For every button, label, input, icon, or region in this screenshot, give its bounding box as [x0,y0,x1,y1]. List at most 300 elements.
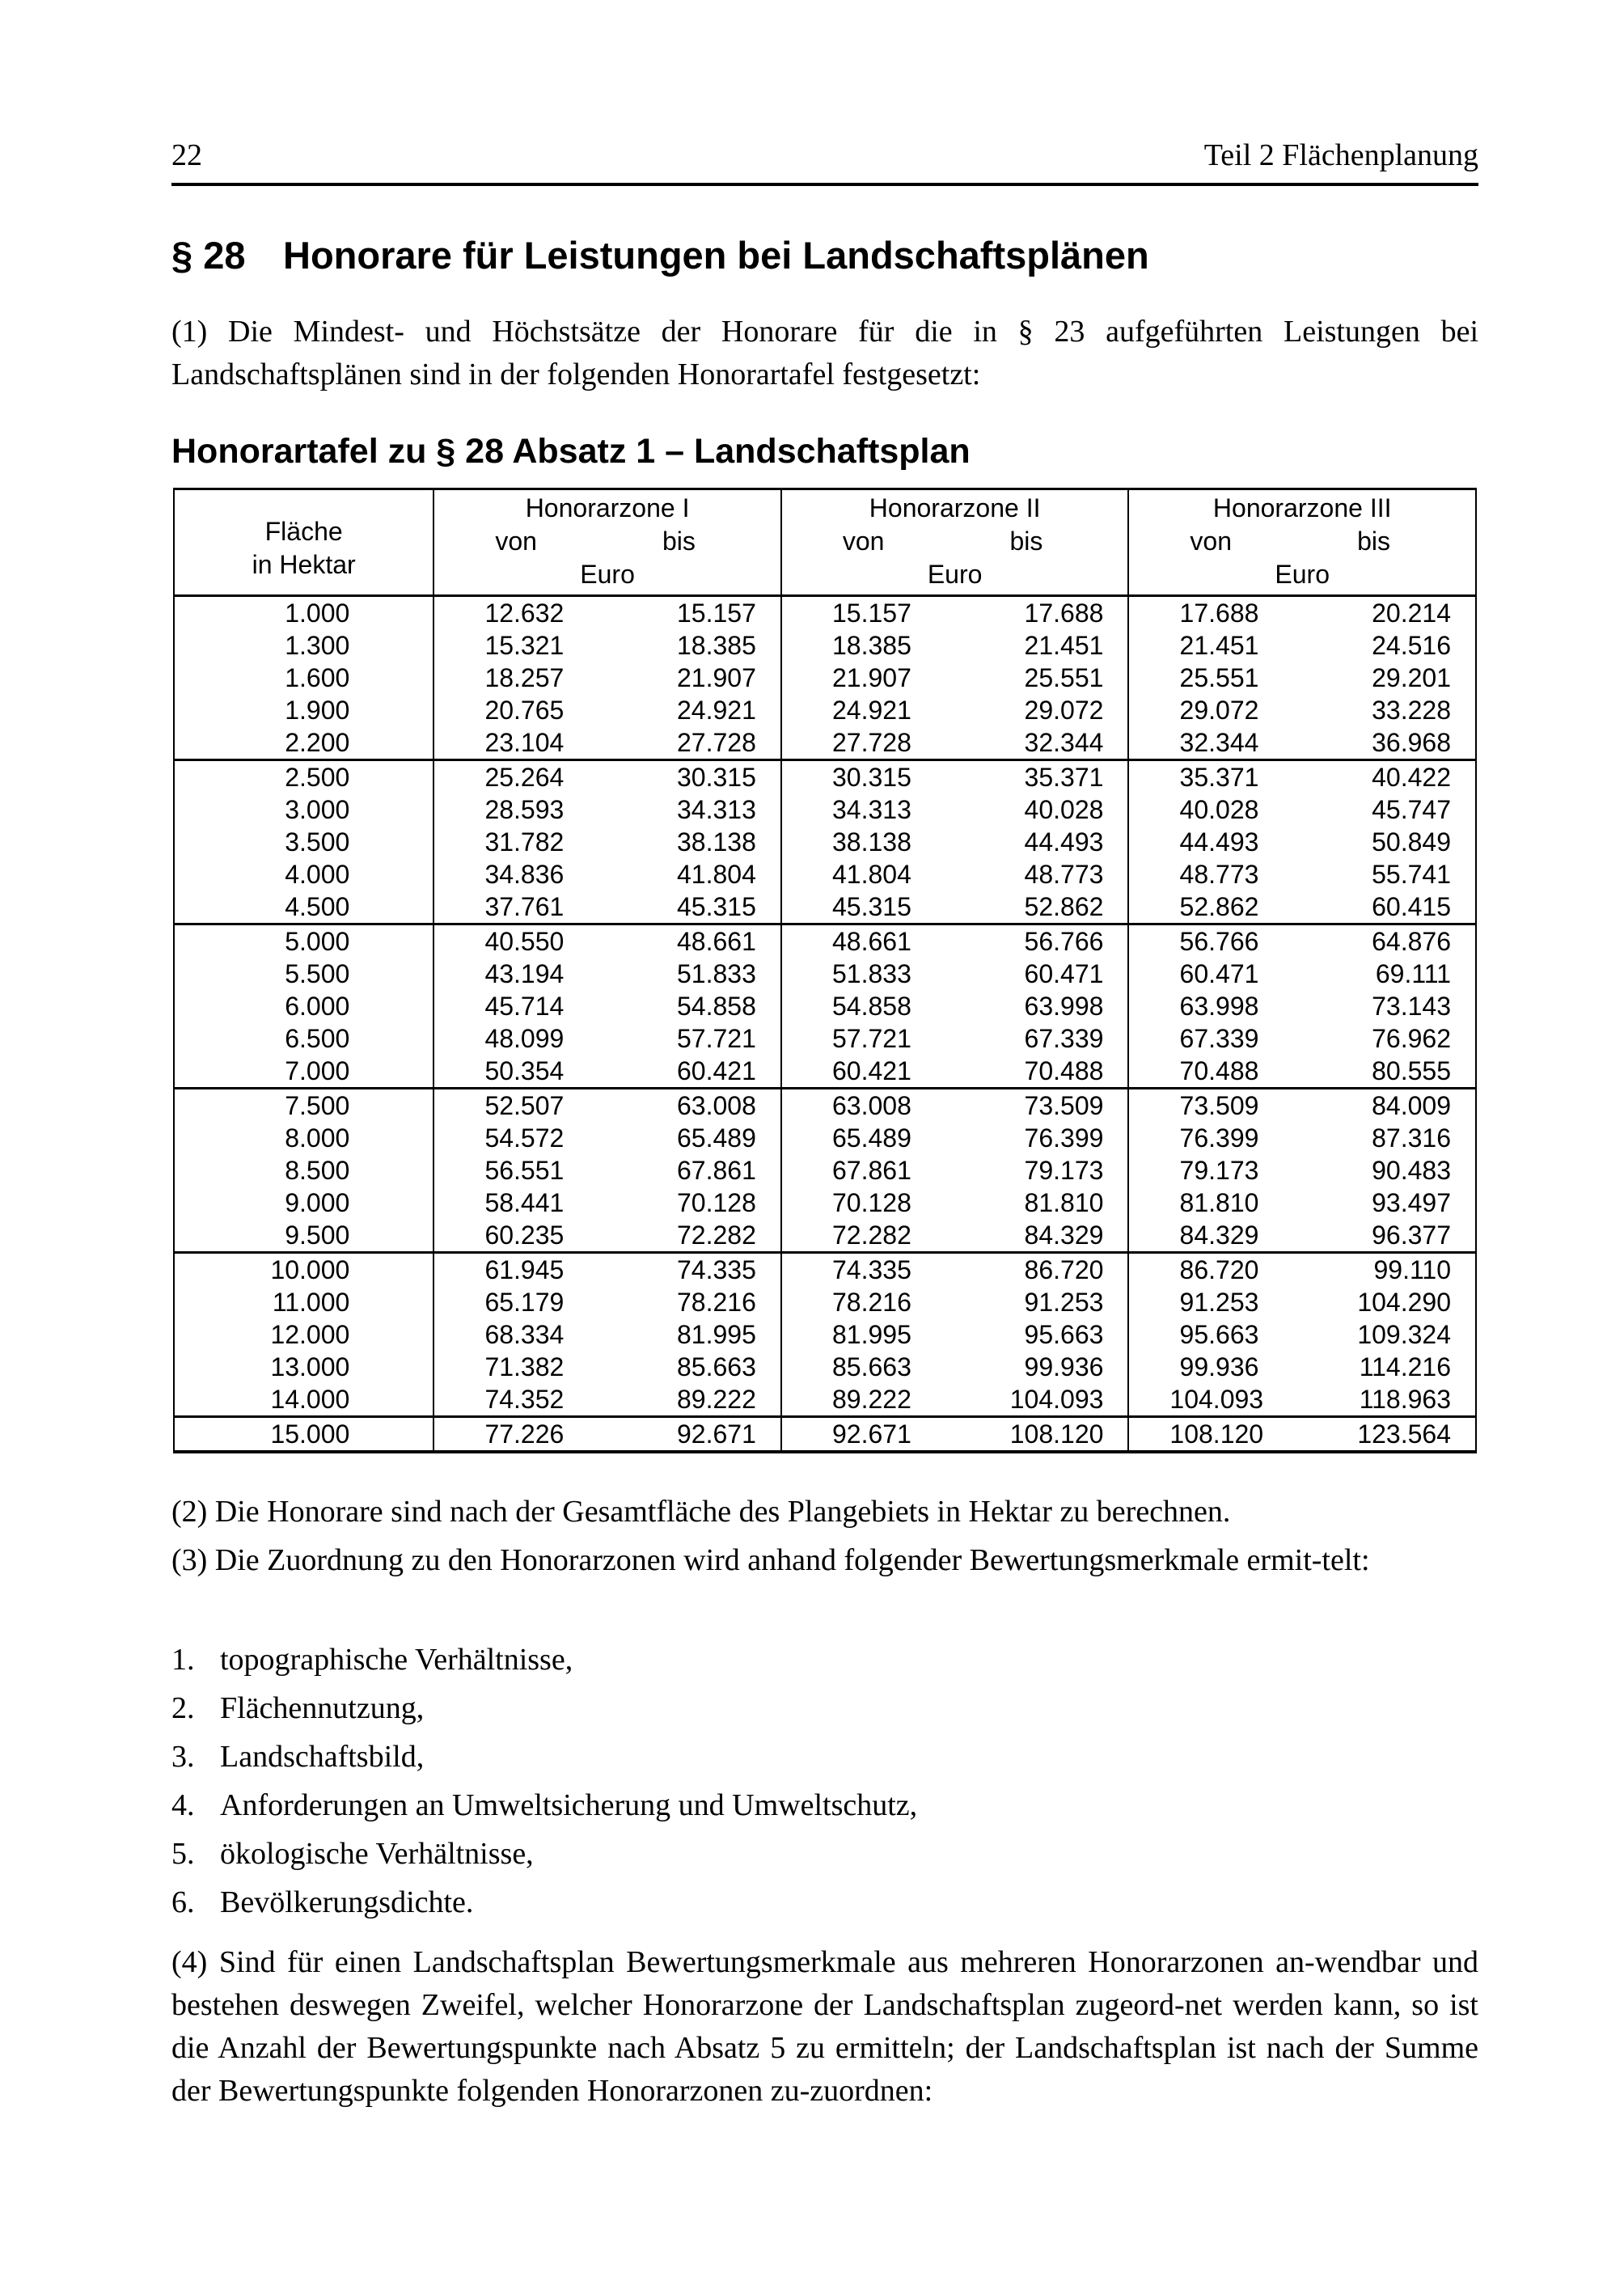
table-row [174,990,1476,1022]
table-row [174,793,1476,826]
fee-from: 21.451 [1179,631,1259,660]
fee-to: 33.228 [1372,696,1451,725]
zone-2-cell [781,760,1129,794]
fee-to: 34.313 [676,795,756,824]
zone-1-cell [433,1351,781,1383]
zone-1-cell [433,1219,781,1253]
zone-2-cell [781,1154,1129,1187]
fee-to: 84.009 [1372,1091,1451,1120]
fee-from: 17.688 [1179,599,1259,628]
fee-to: 54.858 [676,992,756,1021]
fee-from: 61.945 [484,1255,565,1284]
area-cell: 5.000 [174,924,433,958]
fee-from: 54.572 [484,1123,565,1153]
fee-from: 12.632 [484,599,565,628]
zone-3-cell [1128,1055,1476,1089]
zone-1-cell [433,1253,781,1287]
fee-to: 25.551 [1024,663,1104,692]
zone-3-cell [1128,1154,1476,1187]
zone-3-cell [1128,793,1476,826]
fee-from: 18.257 [484,663,565,692]
paragraph-3: (3) Die Zuordnung zu den Honorarzonen wird anhand folgender Bewertungsmerkmale ermit-telt: [171,1543,1370,1577]
table-row [174,1154,1476,1187]
zone-2-cell [781,1055,1129,1089]
fee-from: 15.321 [484,631,565,660]
list-item: 3. Landschaftsbild, [171,1740,425,1774]
fee-to: 21.451 [1024,631,1104,660]
fee-to: 87.316 [1372,1123,1451,1153]
fee-to: 48.661 [676,927,756,956]
zone-3-cell [1128,1122,1476,1154]
fee-from: 52.862 [1179,892,1259,921]
table-row [174,1122,1476,1154]
area-cell: 6.500 [174,1022,433,1055]
area-cell: 13.000 [174,1351,433,1383]
fee-from: 40.028 [1179,795,1259,824]
fee-from: 65.179 [484,1288,565,1317]
to-label: bis [662,527,696,556]
area-cell: 9.500 [174,1219,433,1253]
fee-from: 21.907 [831,663,911,692]
fee-to: 78.216 [676,1288,756,1317]
fee-from: 31.782 [484,827,565,857]
zone-2-cell [781,629,1129,662]
zone-2-cell [781,958,1129,990]
table-row [174,1318,1476,1351]
table-header-row [174,489,1476,596]
criteria-list [171,1635,917,1927]
fee-to: 73.509 [1024,1091,1104,1120]
fee-from: 56.551 [484,1156,565,1185]
zone-name: Honorarzone II [869,493,1041,522]
fee-from: 23.104 [484,728,565,757]
zone-3-cell [1128,1318,1476,1351]
fee-from: 56.766 [1179,927,1259,956]
fee-to: 96.377 [1372,1221,1451,1250]
fee-from: 48.099 [484,1024,565,1053]
fee-to: 44.493 [1024,827,1104,857]
zone-1-cell [433,1187,781,1219]
fee-from: 20.765 [484,696,565,725]
table-row [174,1417,1476,1453]
fee-from: 77.226 [484,1419,565,1449]
fee-to: 84.329 [1024,1221,1104,1250]
zone-1-cell [433,1089,781,1123]
fee-from: 95.663 [1179,1320,1259,1349]
zone-2-cell [781,662,1129,694]
fee-from: 73.509 [1179,1091,1259,1120]
zone-1-cell [433,1286,781,1318]
fee-to: 67.861 [676,1156,756,1185]
area-cell: 11.000 [174,1286,433,1318]
fee-from: 45.315 [831,892,911,921]
unit-label: Euro [1275,560,1330,589]
fee-to: 74.335 [676,1255,756,1284]
fee-to: 72.282 [676,1221,756,1250]
zone-1-cell [433,1154,781,1187]
fee-to: 36.968 [1372,728,1451,757]
list-item: 4. Anforderungen an Umweltsicherung und Umweltschutz, [171,1788,918,1822]
fee-table [173,488,1477,1453]
fee-to: 85.663 [676,1352,756,1381]
zone-2-cell [781,1253,1129,1287]
fee-from: 74.352 [484,1385,565,1414]
zone-3-cell [1128,990,1476,1022]
from-label: von [842,527,885,556]
table-row [174,694,1476,726]
table-row [174,1022,1476,1055]
area-header-line2: in Hektar [252,549,356,579]
zone-1-cell [433,891,781,924]
zone-2-cell [781,1089,1129,1123]
zone-3-cell [1128,1219,1476,1253]
zone-3-cell [1128,1187,1476,1219]
fee-from: 108.120 [1169,1419,1264,1449]
table-row [174,958,1476,990]
area-cell: 1.000 [174,596,433,630]
fee-to: 21.907 [676,663,756,692]
fee-from: 70.488 [1179,1056,1259,1085]
fee-to: 114.216 [1359,1352,1451,1381]
fee-from: 41.804 [831,860,911,889]
from-label: von [1190,527,1232,556]
fee-to: 99.936 [1024,1352,1104,1381]
zone-2-cell [781,726,1129,760]
from-label: von [495,527,537,556]
section-number: § 28 [171,234,246,277]
area-cell: 6.000 [174,990,433,1022]
fee-to: 81.810 [1024,1188,1104,1217]
zone-3-cell [1128,826,1476,858]
fee-from: 86.720 [1179,1255,1259,1284]
fee-from: 68.334 [484,1320,565,1349]
fee-to: 15.157 [676,599,756,628]
zone-1-cell [433,1122,781,1154]
fee-from: 76.399 [1179,1123,1259,1153]
table-row [174,629,1476,662]
running-header [171,136,1478,186]
zone-1-header [433,489,781,596]
zone-name: Honorarzone III [1212,493,1392,522]
fee-to: 57.721 [676,1024,756,1053]
fee-to: 50.849 [1372,827,1451,857]
area-cell: 7.500 [174,1089,433,1123]
table-row [174,826,1476,858]
zone-3-header [1128,489,1476,596]
fee-from: 81.810 [1179,1188,1259,1217]
fee-to: 30.315 [676,763,756,792]
fee-to: 27.728 [676,728,756,757]
zone-2-cell [781,1219,1129,1253]
zone-3-cell [1128,662,1476,694]
zone-1-cell [433,858,781,891]
fee-to: 76.399 [1024,1123,1104,1153]
table-row [174,891,1476,924]
zone-2-cell [781,891,1129,924]
zone-2-cell [781,858,1129,891]
zone-2-cell [781,596,1129,630]
zone-3-cell [1128,958,1476,990]
zone-1-cell [433,1055,781,1089]
area-cell: 14.000 [174,1383,433,1417]
zone-2-cell [781,1318,1129,1351]
fee-from: 65.489 [831,1123,911,1153]
area-cell: 8.500 [174,1154,433,1187]
zone-2-header [781,489,1129,596]
fee-from: 74.335 [831,1255,911,1284]
fee-from: 37.761 [484,892,565,921]
fee-to: 64.876 [1372,927,1451,956]
page-number: 22 [171,138,202,172]
fee-from: 32.344 [1179,728,1259,757]
paragraph-2: (2) Die Honorare sind nach der Gesamtfläche des Plangebiets in Hektar zu berechnen. [171,1495,1231,1529]
zone-3-cell [1128,1417,1476,1453]
fee-to: 70.128 [676,1188,756,1217]
zone-2-cell [781,793,1129,826]
fee-to: 109.324 [1357,1320,1451,1349]
list-item: 6. Bevölkerungsdichte. [171,1885,474,1919]
fee-to: 24.516 [1372,631,1451,660]
fee-to: 95.663 [1024,1320,1104,1349]
table-row [174,1089,1476,1123]
fee-to: 79.173 [1024,1156,1104,1185]
fee-from: 60.471 [1179,959,1259,988]
table-row [174,596,1476,630]
zone-2-cell [781,694,1129,726]
to-label: bis [1357,527,1390,556]
fee-to: 80.555 [1372,1056,1451,1085]
paragraph-1: (1) Die Mindest- und Höchstsätze der Honorare für die in § 23 aufgeführten Leistungen bei Landschaftsplänen sind in der folgenden Honorartafel festgesetzt: [171,315,1478,391]
fee-from: 71.382 [484,1352,565,1381]
fee-from: 104.093 [1169,1385,1264,1414]
fee-from: 34.313 [831,795,911,824]
table-row [174,924,1476,958]
area-header-line1: Fläche [264,516,343,546]
zone-2-cell [781,826,1129,858]
zone-3-cell [1128,694,1476,726]
zone-1-cell [433,629,781,662]
fee-to: 93.497 [1372,1188,1451,1217]
zone-3-cell [1128,760,1476,794]
area-cell: 1.300 [174,629,433,662]
area-cell: 15.000 [174,1417,433,1453]
fee-to: 69.111 [1375,959,1451,988]
fee-to: 108.120 [1009,1419,1104,1449]
fee-to: 63.008 [676,1091,756,1120]
zone-2-cell [781,1187,1129,1219]
area-cell: 2.500 [174,760,433,794]
fee-from: 57.721 [831,1024,911,1053]
fee-to: 123.564 [1357,1419,1451,1449]
list-item: 5. ökologische Verhältnisse, [171,1837,534,1871]
fee-to: 32.344 [1024,728,1104,757]
zone-name: Honorarzone I [525,493,690,522]
fee-from: 44.493 [1179,827,1259,857]
fee-to: 86.720 [1024,1255,1104,1284]
zone-1-cell [433,1022,781,1055]
area-cell: 1.900 [174,694,433,726]
table-row [174,1351,1476,1383]
fee-to: 29.072 [1024,696,1104,725]
fee-to: 91.253 [1024,1288,1104,1317]
fee-to: 20.214 [1372,599,1451,628]
zone-3-cell [1128,1022,1476,1055]
fee-to: 60.421 [676,1056,756,1085]
fee-to: 60.415 [1372,892,1451,921]
zone-3-cell [1128,1286,1476,1318]
fee-from: 92.671 [831,1419,911,1449]
area-cell: 9.000 [174,1187,433,1219]
fee-to: 73.143 [1372,992,1451,1021]
zone-2-cell [781,1122,1129,1154]
fee-from: 25.264 [484,763,565,792]
fee-to: 104.093 [1009,1385,1104,1414]
list-item: 2. Flächennutzung, [171,1691,425,1725]
zone-1-cell [433,826,781,858]
fee-from: 43.194 [484,959,565,988]
table-row [174,1187,1476,1219]
fee-to: 70.488 [1024,1056,1104,1085]
fee-from: 34.836 [484,860,565,889]
fee-to: 45.315 [676,892,756,921]
fee-to: 40.028 [1024,795,1104,824]
zone-3-cell [1128,1383,1476,1417]
unit-label: Euro [927,560,983,589]
fee-to: 65.489 [676,1123,756,1153]
zone-2-cell [781,1351,1129,1383]
fee-to: 67.339 [1024,1024,1104,1053]
table-row [174,726,1476,760]
area-cell: 1.600 [174,662,433,694]
fee-from: 85.663 [831,1352,911,1381]
fee-from: 78.216 [831,1288,911,1317]
fee-from: 40.550 [484,927,565,956]
table-row [174,858,1476,891]
area-header [174,489,433,596]
zone-1-cell [433,1383,781,1417]
zone-3-cell [1128,596,1476,630]
fee-from: 48.773 [1179,860,1259,889]
fee-from: 45.714 [484,992,565,1021]
running-title: Teil 2 Flächenplanung [1203,138,1478,172]
fee-to: 90.483 [1372,1156,1451,1185]
fee-from: 52.507 [484,1091,565,1120]
fee-from: 38.138 [831,827,911,857]
fee-from: 89.222 [831,1385,911,1414]
table-row [174,1253,1476,1287]
fee-from: 50.354 [484,1056,565,1085]
fee-to: 24.921 [676,696,756,725]
fee-to: 99.110 [1373,1255,1451,1284]
zone-1-cell [433,596,781,630]
zone-3-cell [1128,891,1476,924]
table-row [174,1383,1476,1417]
fee-from: 60.421 [831,1056,911,1085]
fee-to: 56.766 [1024,927,1104,956]
fee-from: 48.661 [831,927,911,956]
fee-to: 104.290 [1357,1288,1451,1317]
unit-label: Euro [580,560,635,589]
area-cell: 3.500 [174,826,433,858]
area-cell: 4.500 [174,891,433,924]
fee-from: 18.385 [831,631,911,660]
fee-to: 76.962 [1372,1024,1451,1053]
area-cell: 8.000 [174,1122,433,1154]
area-cell: 5.500 [174,958,433,990]
zone-2-cell [781,1417,1129,1453]
fee-from: 63.008 [831,1091,911,1120]
fee-from: 81.995 [831,1320,911,1349]
fee-from: 99.936 [1179,1352,1259,1381]
area-cell: 10.000 [174,1253,433,1287]
table-row [174,1286,1476,1318]
fee-from: 91.253 [1179,1288,1259,1317]
table-row [174,760,1476,794]
fee-from: 79.173 [1179,1156,1259,1185]
fee-to: 48.773 [1024,860,1104,889]
zone-1-cell [433,760,781,794]
fee-to: 81.995 [676,1320,756,1349]
zone-3-cell [1128,629,1476,662]
zone-1-cell [433,990,781,1022]
paragraph-4: (4) Sind für einen Landschaftsplan Bewertungsmerkmale aus mehreren Honorarzonen an-wendbar und bestehen deswegen Zweifel, welcher Honorarzone der Landschaftsplan zugeord-net werden kann, so ist die Anzahl der Bewertungspunkte nach Absatz 5 zu ermitteln; der Landschaftsplan ist nach der Summe der Bewertungspunkte folgenden Honorarzonen zu-zuordnen: [171,1945,1478,2108]
fee-from: 63.998 [1179,992,1259,1021]
zone-3-cell [1128,858,1476,891]
fee-to: 63.998 [1024,992,1104,1021]
zone-2-cell [781,990,1129,1022]
area-cell: 12.000 [174,1318,433,1351]
fee-from: 51.833 [831,959,911,988]
fee-to: 18.385 [676,631,756,660]
zone-3-cell [1128,1351,1476,1383]
zone-1-cell [433,1318,781,1351]
fee-to: 35.371 [1024,763,1104,792]
zone-2-cell [781,1022,1129,1055]
fee-from: 30.315 [831,763,911,792]
fee-from: 25.551 [1179,663,1259,692]
zone-3-cell [1128,1253,1476,1287]
list-item: 1. topographische Verhältnisse, [171,1643,573,1677]
fee-to: 38.138 [676,827,756,857]
fee-to: 118.963 [1359,1385,1451,1414]
fee-from: 28.593 [484,795,565,824]
fee-to: 60.471 [1024,959,1104,988]
area-cell: 7.000 [174,1055,433,1089]
fee-from: 60.235 [484,1221,565,1250]
zone-1-cell [433,924,781,958]
table-row [174,1219,1476,1253]
fee-from: 70.128 [831,1188,911,1217]
table-title: Honorartafel zu § 28 Absatz 1 – Landschaftsplan [171,432,971,471]
fee-from: 67.339 [1179,1024,1259,1053]
fee-to: 17.688 [1024,599,1104,628]
fee-to: 52.862 [1024,892,1104,921]
zone-1-cell [433,726,781,760]
section-heading [171,233,1149,277]
fee-from: 84.329 [1179,1221,1259,1250]
fee-to: 89.222 [676,1385,756,1414]
zone-1-cell [433,1417,781,1453]
fee-from: 24.921 [831,696,911,725]
zone-3-cell [1128,726,1476,760]
section-title: Honorare für Leistungen bei Landschaftsplänen [283,234,1149,277]
fee-to: 40.422 [1372,763,1451,792]
zone-1-cell [433,958,781,990]
fee-from: 54.858 [831,992,911,1021]
fee-to: 55.741 [1372,860,1451,889]
zone-3-cell [1128,924,1476,958]
fee-from: 58.441 [484,1188,565,1217]
